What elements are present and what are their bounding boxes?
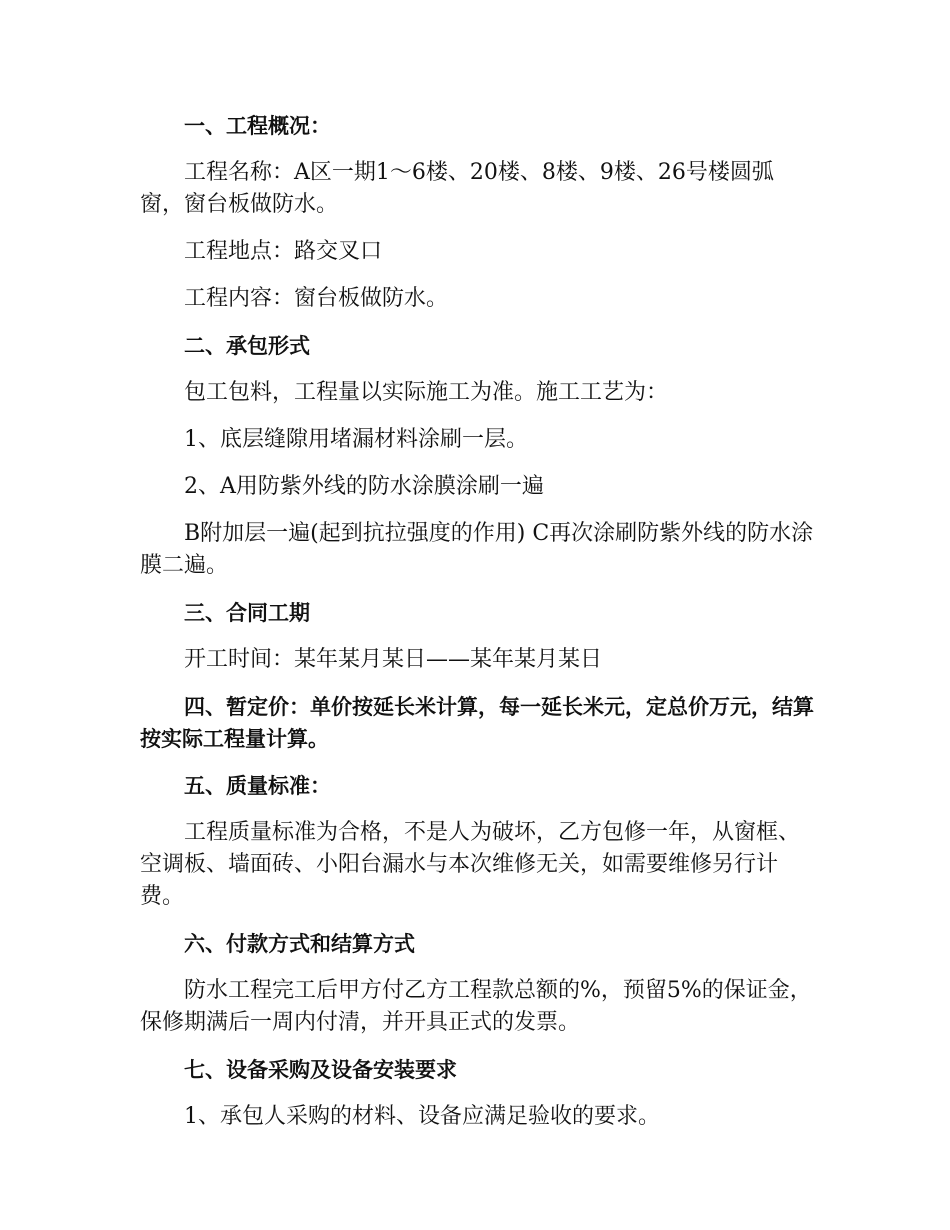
contract-form: 包工包料，工程量以实际施工为准。施工工艺为： <box>184 380 669 405</box>
section-heading-7: 七、设备采购及设备安装要求 <box>184 1058 457 1082</box>
quality-standard-text: 工程质量标准为合格，不是人为破坏，乙方包修一年，从窗框、空调板、墙面砖、小阳台漏水与本次维修无关，如需要维修另行计费。 <box>140 820 801 909</box>
project-content: 工程内容：窗台板做防水。 <box>184 286 449 311</box>
process-step-3: B附加层一遍(起到抗拉强度的作用) C再次涂刷防紫外线的防水涂膜二遍。 <box>140 521 814 578</box>
section-heading-3: 三、合同工期 <box>184 601 310 625</box>
section-heading-2: 二、承包形式 <box>184 334 310 358</box>
section-heading-4: 四、暂定价：单价按延长米计算，每一延长米元，定总价万元，结算按实际工程量计算。 <box>140 695 814 751</box>
project-location: 工程地点：路交叉口 <box>184 239 383 264</box>
process-step-1: 1、底层缝隙用堵漏材料涂刷一层。 <box>184 427 528 452</box>
payment-text: 防水工程完工后甲方付乙方工程款总额的%，预留5%的保证金，保修期满后一周内付清，并开具正式的发票。 <box>140 978 812 1035</box>
section-heading-6: 六、付款方式和结算方式 <box>184 932 415 956</box>
document-body <box>140 110 815 1146</box>
equipment-requirement-1: 1、承包人采购的材料、设备应满足验收的要求。 <box>184 1104 660 1129</box>
process-step-2: 2、A用防紫外线的防水涂膜涂刷一遍 <box>184 474 544 499</box>
start-time: 开工时间：某年某月某日——某年某月某日 <box>184 647 603 672</box>
project-name: 工程名称：A区一期1～6楼、20楼、8楼、9楼、26号楼圆弧窗，窗台板做防水。 <box>140 160 774 217</box>
section-heading-1: 一、工程概况： <box>184 114 331 138</box>
section-heading-5: 五、质量标准： <box>184 774 331 798</box>
